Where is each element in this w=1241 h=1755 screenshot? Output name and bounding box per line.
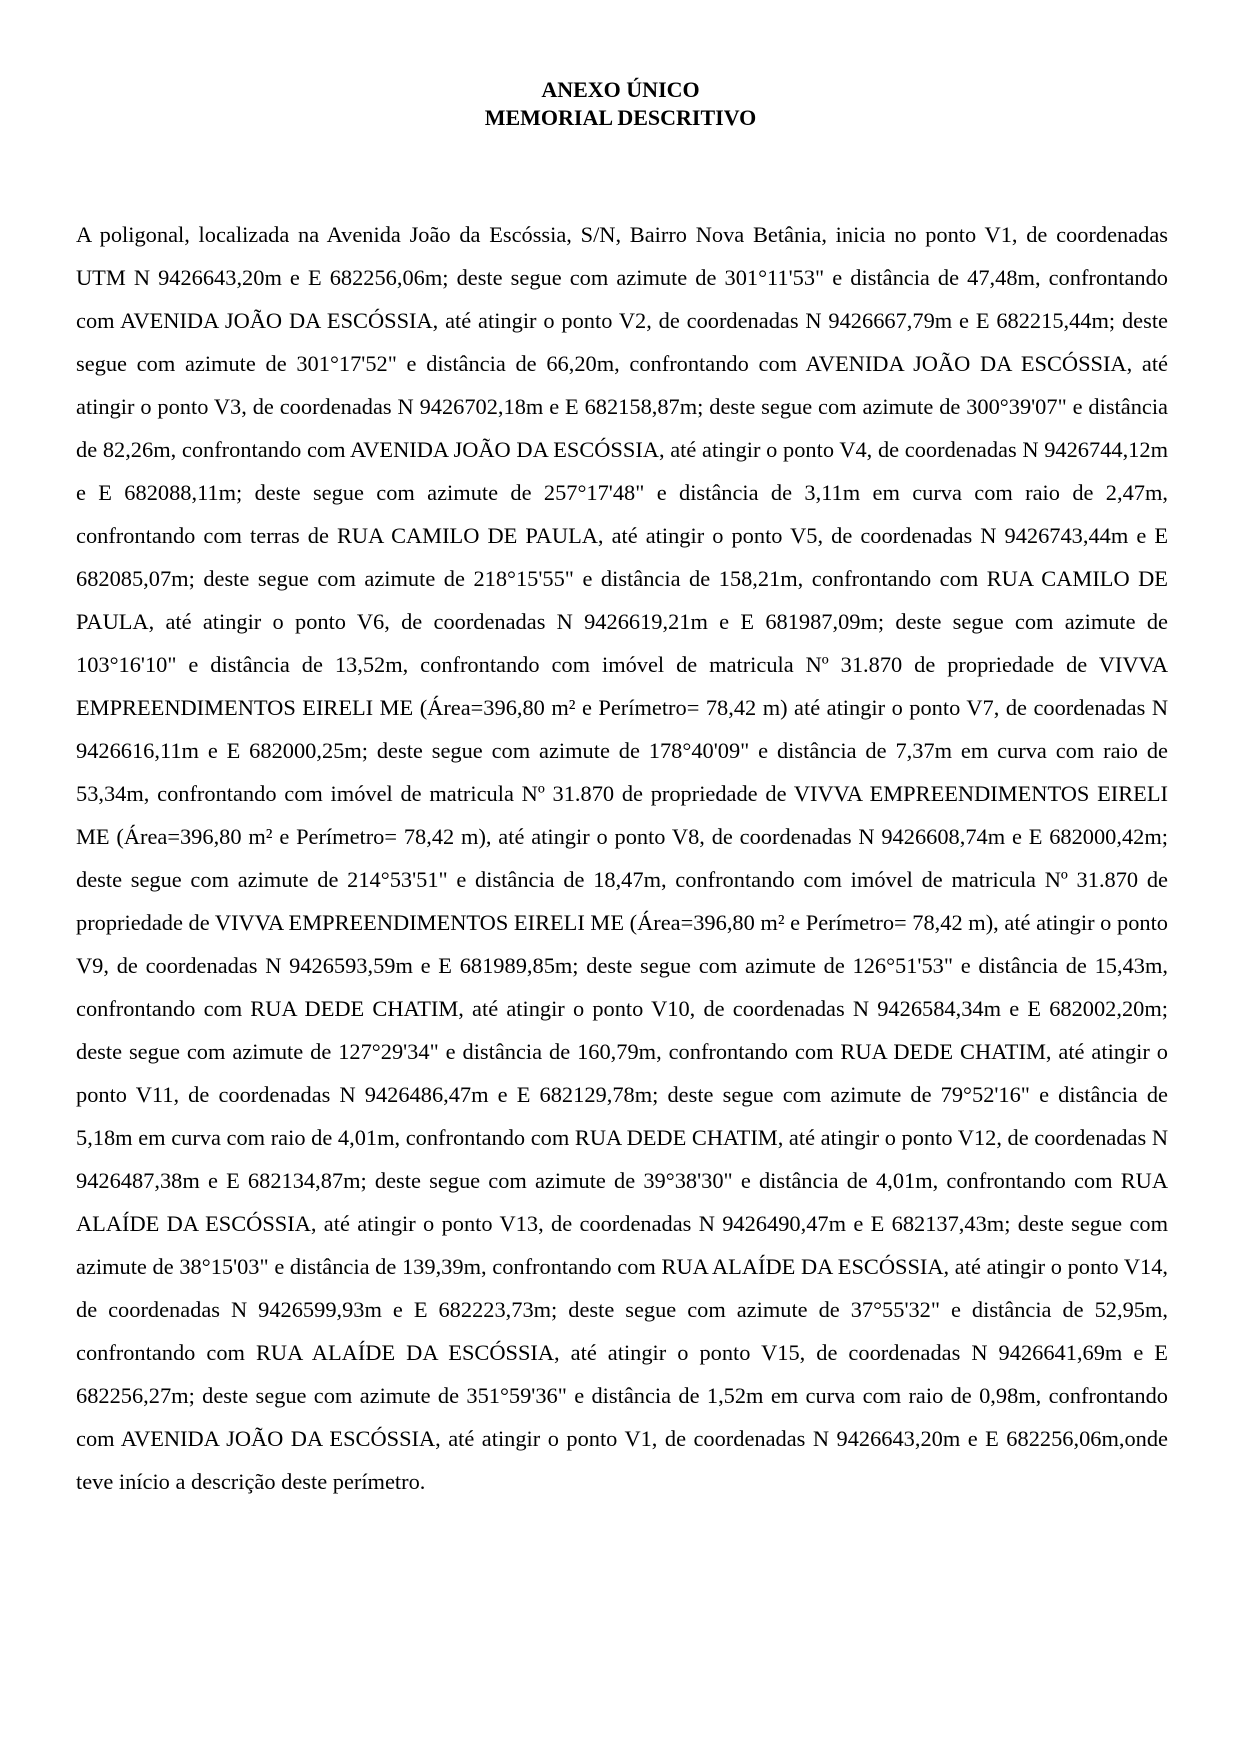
document-header: [0, 76, 1241, 132]
document-subheading: MEMORIAL DESCRITIVO: [484, 105, 757, 130]
document-heading: ANEXO ÚNICO: [541, 77, 700, 102]
document-body-paragraph: A poligonal, localizada na Avenida João da Escóssia, S/N, Bairro Nova Betânia, inicia no ponto V1, de coordenadas UTM N 9426643,20m e E 682256,06m; deste segue com azimute de 301°11'53" e distância de 47,48m, confrontando com AVENIDA JOÃO DA ESCÓSSIA, até atingir o ponto V2, de coordenadas N 9426667,79m e E 682215,44m; deste segue com azimute de 301°17'52" e distância de 66,20m, confrontando com AVENIDA JOÃO DA ESCÓSSIA, até atingir o ponto V3, de coordenadas N 9426702,18m e E 682158,87m; deste segue com azimute de 300°39'07" e distância de 82,26m, confrontando com AVENIDA JOÃO DA ESCÓSSIA, até atingir o ponto V4, de coordenadas N 9426744,12m e E 682088,11m; deste segue com azimute de 257°17'48" e distância de 3,11m em curva com raio de 2,47m, confrontando com terras de RUA CAMILO DE PAULA, até atingir o ponto V5, de coordenadas N 9426743,44m e E 682085,07m; deste segue com azimute de 218°15'55" e distância de 158,21m, confrontando com RUA CAMILO DE PAULA, até atingir o ponto V6, de coordenadas N 9426619,21m e E 681987,09m; deste segue com azimute de 103°16'10" e distância de 13,52m, confrontando com imóvel de matricula Nº 31.870 de propriedade de VIVVA EMPREENDIMENTOS EIRELI ME (Área=396,80 m² e Perímetro= 78,42 m) até atingir o ponto V7, de coordenadas N 9426616,11m e E 682000,25m; deste segue com azimute de 178°40'09" e distância de 7,37m em curva com raio de 53,34m, confrontando com imóvel de matricula Nº 31.870 de propriedade de VIVVA EMPREENDIMENTOS EIRELI ME (Área=396,80 m² e Perímetro= 78,42 m), até atingir o ponto V8, de coordenadas N 9426608,74m e E 682000,42m; deste segue com azimute de 214°53'51" e distância de 18,47m, confrontando com imóvel de matricula Nº 31.870 de propriedade de VIVVA EMPREENDIMENTOS EIRELI ME (Área=396,80 m² e Perímetro= 78,42 m), até atingir o ponto V9, de coordenadas N 9426593,59m e E 681989,85m; deste segue com azimute de 126°51'53" e distância de 15,43m, confrontando com RUA DEDE CHATIM, até atingir o ponto V10, de coordenadas N 9426584,34m e E 682002,20m; deste segue com azimute de 127°29'34" e distância de 160,79m, confrontando com RUA DEDE CHATIM, até atingir o ponto V11, de coordenadas N 9426486,47m e E 682129,78m; deste segue com azimute de 79°52'16" e distância de 5,18m em curva com raio de 4,01m, confrontando com RUA DEDE CHATIM, até atingir o ponto V12, de coordenadas N 9426487,38m e E 682134,87m; deste segue com azimute de 39°38'30" e distância de 4,01m, confrontando com RUA ALAÍDE DA ESCÓSSIA, até atingir o ponto V13, de coordenadas N 9426490,47m e E 682137,43m; deste segue com azimute de 38°15'03" e distância de 139,39m, confrontando com RUA ALAÍDE DA ESCÓSSIA, até atingir o ponto V14, de coordenadas N 9426599,93m e E 682223,73m; deste segue com azimute de 37°55'32" e distância de 52,95m, confrontando com RUA ALAÍDE DA ESCÓSSIA, até atingir o ponto V15, de coordenadas N 9426641,69m e E 682256,27m; deste segue com azimute de 351°59'36" e distância de 1,52m em curva com raio de 0,98m, confrontando com AVENIDA JOÃO DA ESCÓSSIA, até atingir o ponto V1, de coordenadas N 9426643,20m e E 682256,06m,onde teve início a descrição deste perímetro.: [76, 222, 1168, 1494]
